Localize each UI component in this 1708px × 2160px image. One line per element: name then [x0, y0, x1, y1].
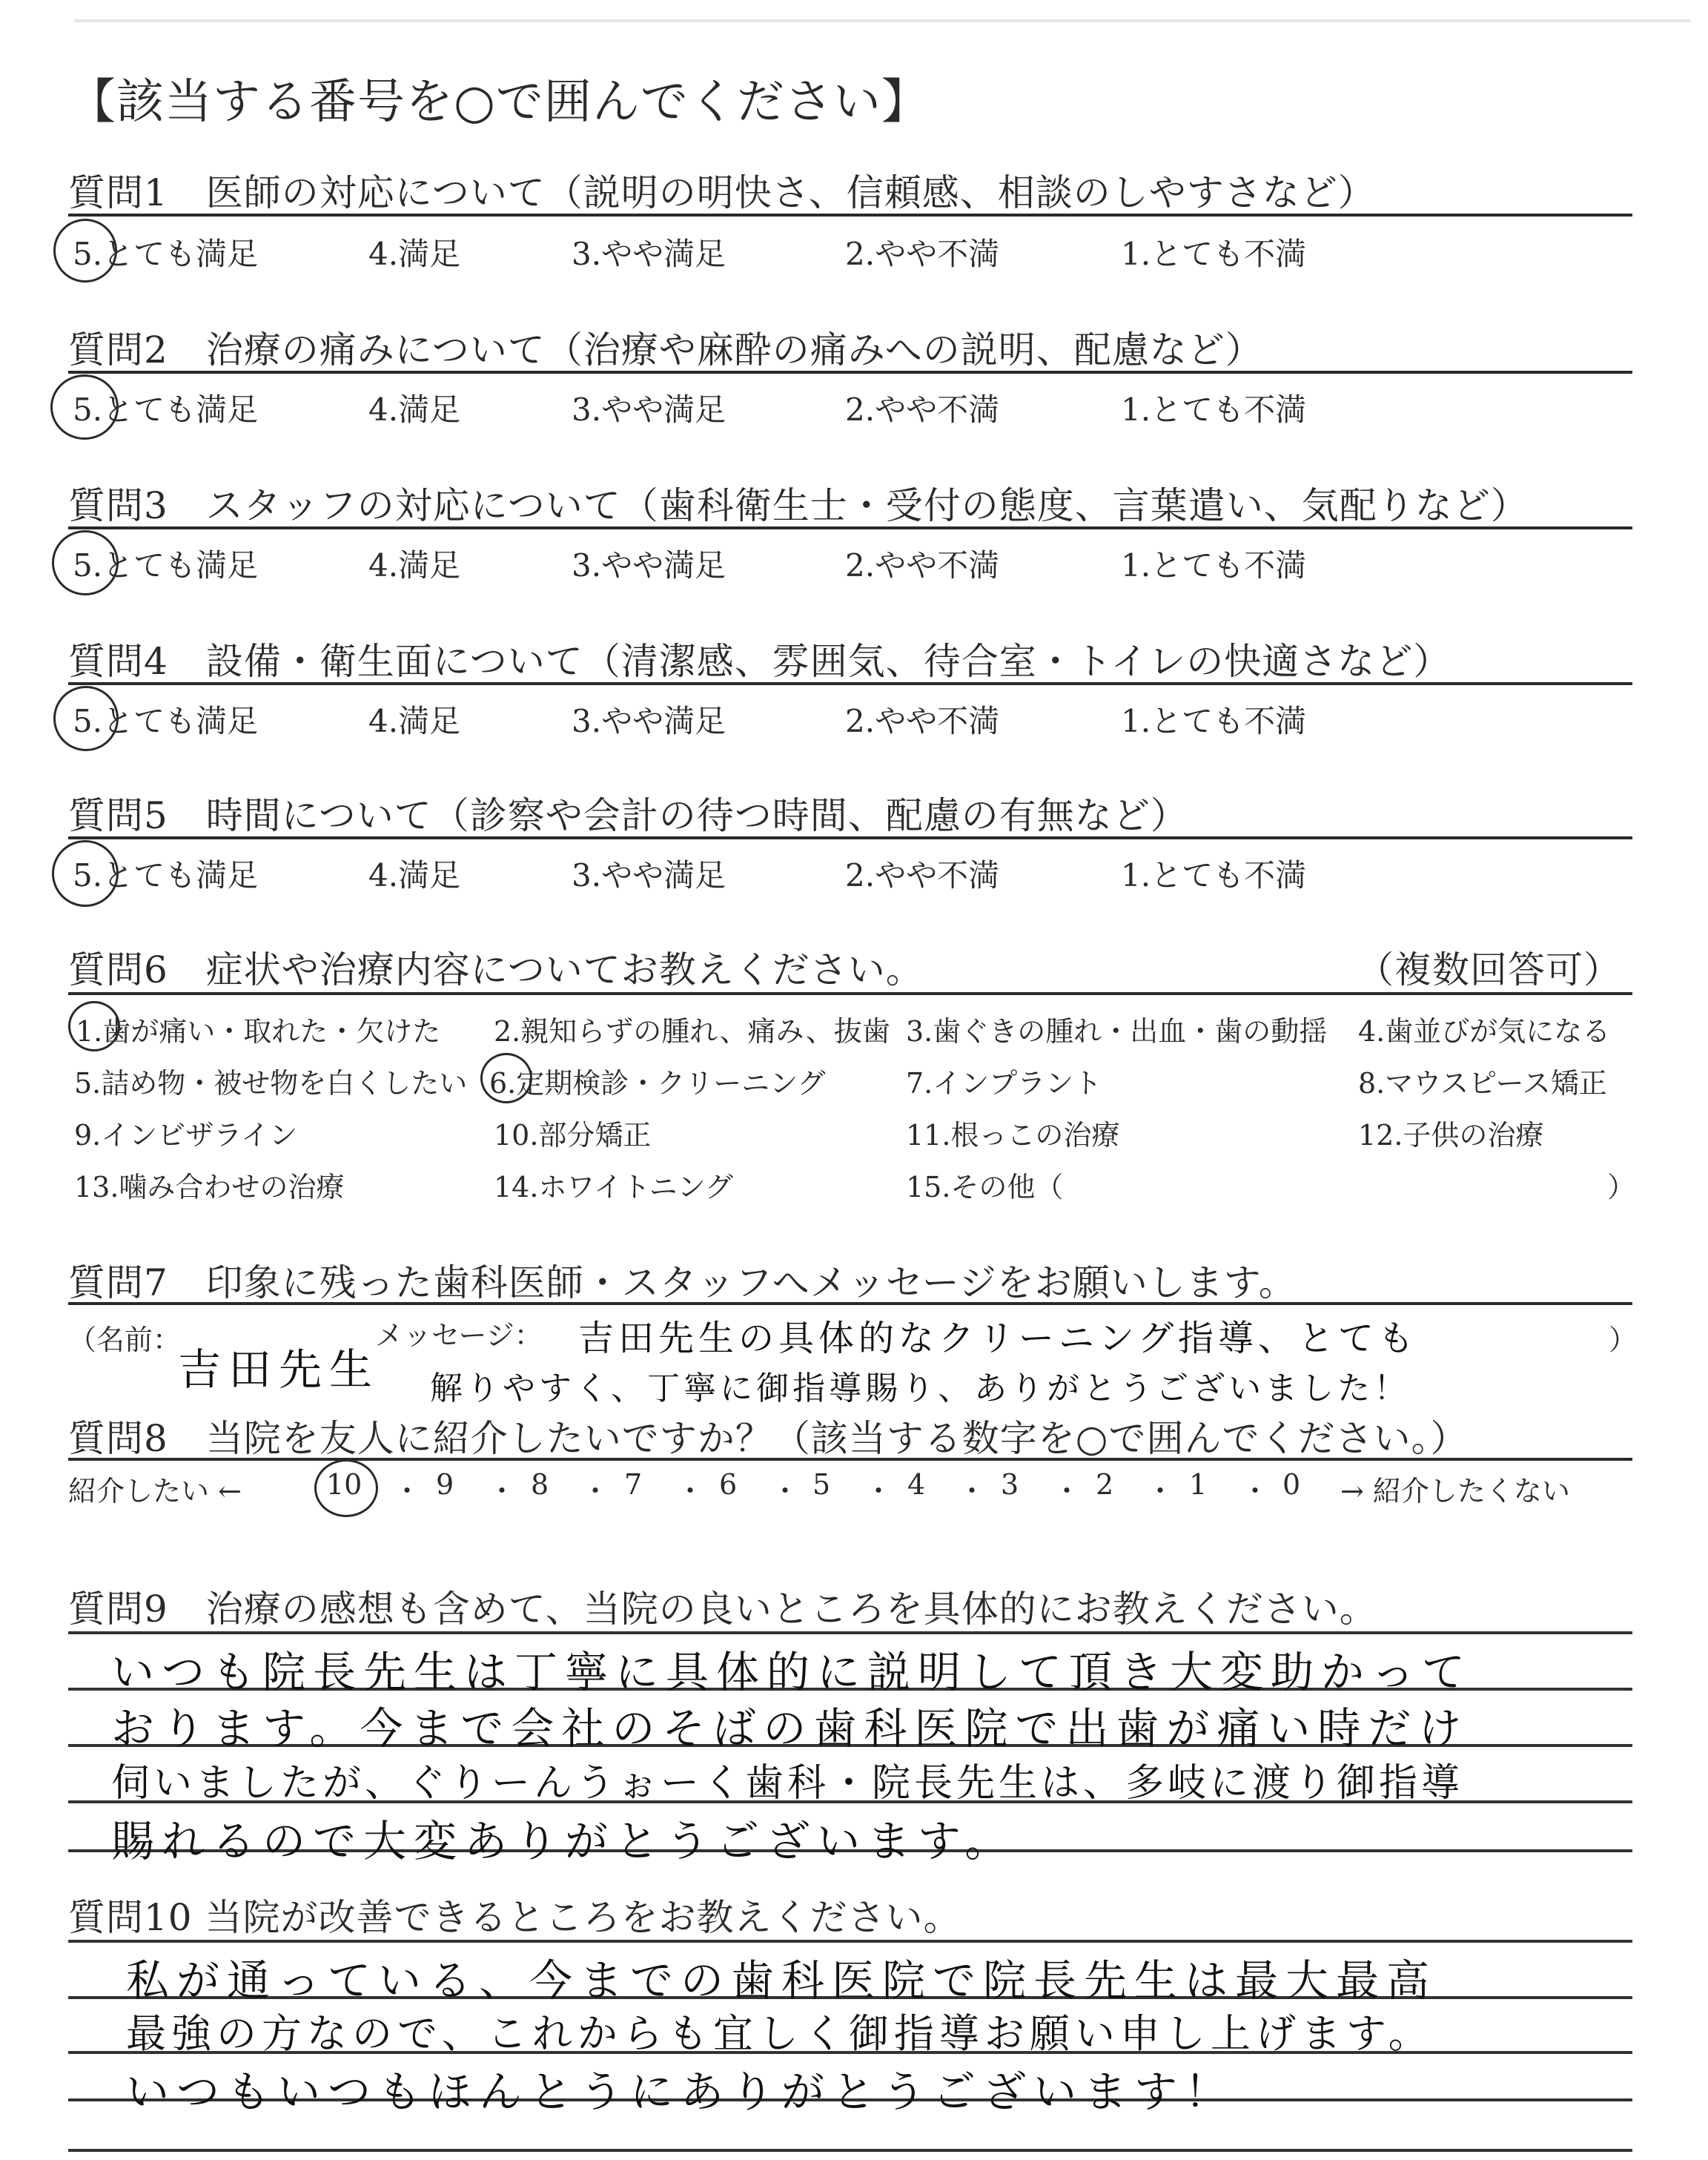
- question-2-title: 質問2 治療の痛みについて（治療や麻酔の痛みへの説明、配慮など）: [68, 328, 1263, 371]
- q6-option-5[interactable]: 5.詰め物・被せ物を白くしたい: [74, 1067, 468, 1100]
- question-3-rule: [68, 526, 1632, 529]
- option-1[interactable]: 1.とても不満: [1121, 857, 1307, 894]
- scale-dot: ・: [864, 1475, 893, 1507]
- question-9-title: 質問9 治療の感想も含めて、当院の良いところを具体的にお教えください。: [68, 1588, 1377, 1631]
- q10-answer-line-1[interactable]: 私が通っている、今までの歯科医院で院長先生は最大最高: [126, 1955, 1437, 2006]
- scale-2[interactable]: 2: [1096, 1468, 1114, 1501]
- top-border: [74, 19, 1690, 22]
- question-1-title: 質問1 医師の対応について（説明の明快さ、信頼感、相談のしやすさなど）: [68, 171, 1376, 214]
- recommend-label: 紹介したい ←: [68, 1475, 242, 1507]
- question-6-rule: [68, 992, 1632, 995]
- q6-option-3[interactable]: 3.歯ぐきの腫れ・出血・歯の動揺: [906, 1015, 1328, 1048]
- scale-dot: ・: [393, 1475, 422, 1507]
- question-8-rule: [68, 1458, 1632, 1461]
- question-4-title: 質問4 設備・衛生面について（清潔感、雰囲気、待合室・トイレの快適さなど）: [68, 640, 1452, 683]
- q6-option-1[interactable]: 1.歯が痛い・取れた・欠けた: [76, 1015, 441, 1048]
- question-4-rule: [68, 682, 1632, 685]
- q6-option-10[interactable]: 10.部分矯正: [494, 1119, 652, 1152]
- option-4[interactable]: 4.満足: [368, 703, 461, 739]
- option-1[interactable]: 1.とても不満: [1121, 547, 1307, 584]
- option-5[interactable]: 5.とても満足: [73, 703, 259, 739]
- q6-option-6[interactable]: 6.定期検診・クリーニング: [489, 1067, 826, 1100]
- option-1[interactable]: 1.とても不満: [1121, 392, 1307, 428]
- q6-option-11[interactable]: 11.根っこの治療: [906, 1119, 1120, 1152]
- q9-answer-line-1[interactable]: いつも院長先生は丁寧に具体的に説明して頂き大変助かって: [111, 1647, 1473, 1697]
- question-3-title: 質問3 スタッフの対応について（歯科衛生士・受付の態度、言葉遣い、気配りなど）: [68, 484, 1529, 527]
- scale-dot: ・: [676, 1475, 705, 1507]
- option-4[interactable]: 4.満足: [368, 392, 461, 428]
- option-5[interactable]: 5.とても満足: [73, 547, 259, 584]
- answer-line: [68, 1631, 1632, 1634]
- scale-1[interactable]: 1: [1189, 1468, 1208, 1501]
- scale-3[interactable]: 3: [1001, 1468, 1019, 1501]
- q9-answer-line-3[interactable]: 伺いましたが、ぐりーんうぉーく歯科・院長先生は、多岐に渡り御指導: [111, 1761, 1464, 1806]
- option-2[interactable]: 2.やや不満: [845, 703, 1000, 739]
- q9-answer-line-2[interactable]: おります。今まで会社のそばの歯科医院で出歯が痛い時だけ: [111, 1703, 1469, 1754]
- option-1[interactable]: 1.とても不満: [1121, 236, 1307, 272]
- q6-option-4[interactable]: 4.歯並びが気になる: [1358, 1015, 1611, 1048]
- q10-answer-line-3[interactable]: いつもいつもほんとうにありがとうございます！: [126, 2067, 1236, 2117]
- option-2[interactable]: 2.やや不満: [845, 236, 1000, 272]
- question-6-title: 質問6 症状や治療内容についてお教えください。: [68, 948, 924, 991]
- q10-answer-line-2[interactable]: 最強の方なので、これからも宜しく御指導お願い申し上げます。: [126, 2010, 1434, 2057]
- q6-option-15-close: ）: [1607, 1171, 1636, 1203]
- question-10-title: 質問10 当院が改善できるところをお教えください。: [68, 1896, 961, 1939]
- scale-dot: ・: [488, 1475, 517, 1507]
- option-3[interactable]: 3.やや満足: [572, 392, 726, 428]
- option-2[interactable]: 2.やや不満: [845, 392, 1000, 428]
- option-3[interactable]: 3.やや満足: [572, 857, 726, 894]
- q6-option-12[interactable]: 12.子供の治療: [1358, 1119, 1544, 1152]
- name-value[interactable]: 吉田先生: [178, 1344, 380, 1395]
- scale-7[interactable]: 7: [624, 1468, 643, 1501]
- q6-option-13[interactable]: 13.噛み合わせの治療: [74, 1171, 345, 1203]
- name-label: （名前：: [68, 1324, 182, 1356]
- q6-option-7[interactable]: 7.インプラント: [906, 1067, 1102, 1100]
- scale-dot: ・: [1053, 1475, 1082, 1507]
- question-2-rule: [68, 371, 1632, 374]
- scale-9[interactable]: 9: [436, 1468, 454, 1501]
- scale-6[interactable]: 6: [719, 1468, 738, 1501]
- form-header: 【該当する番号を○で囲んでください】: [68, 75, 930, 130]
- scale-5[interactable]: 5: [812, 1468, 831, 1501]
- scale-4[interactable]: 4: [907, 1468, 926, 1501]
- option-2[interactable]: 2.やや不満: [845, 857, 1000, 894]
- option-4[interactable]: 4.満足: [368, 236, 461, 272]
- question-5-title: 質問5 時間について（診察や会計の待つ時間、配慮の有無など）: [68, 794, 1188, 837]
- question-1-rule: [68, 214, 1632, 217]
- question-5-rule: [68, 836, 1632, 839]
- q9-answer-line-4[interactable]: 賜れるので大変ありがとうございます。: [111, 1816, 1016, 1866]
- scale-0[interactable]: 0: [1282, 1468, 1301, 1501]
- q6-option-15[interactable]: 15.その他（: [906, 1171, 1064, 1203]
- question-6-note: （複数回答可）: [1357, 948, 1621, 991]
- option-5[interactable]: 5.とても満足: [73, 857, 259, 894]
- message-line-2[interactable]: 解りやすく、丁寧に御指導賜り、ありがとうございました！: [430, 1370, 1411, 1407]
- message-close-paren: ）: [1609, 1324, 1638, 1356]
- question-7-rule: [68, 1302, 1632, 1305]
- q6-option-2[interactable]: 2.親知らずの腫れ、痛み、抜歯: [494, 1015, 890, 1048]
- option-3[interactable]: 3.やや満足: [572, 547, 726, 584]
- q6-option-8[interactable]: 8.マウスピース矯正: [1358, 1067, 1607, 1100]
- scale-dot: ・: [581, 1475, 610, 1507]
- option-3[interactable]: 3.やや満足: [572, 703, 726, 739]
- option-5[interactable]: 5.とても満足: [73, 236, 259, 272]
- scale-10[interactable]: 10: [326, 1468, 363, 1501]
- option-3[interactable]: 3.やや満足: [572, 236, 726, 272]
- question-7-title: 質問7 印象に残った歯科医師・スタッフへメッセージをお願いします。: [68, 1261, 1297, 1304]
- option-4[interactable]: 4.満足: [368, 547, 461, 584]
- question-8-title: 質問8 当院を友人に紹介したいですか？（該当する数字を○で囲んでください。）: [68, 1417, 1469, 1460]
- option-1[interactable]: 1.とても不満: [1121, 703, 1307, 739]
- option-2[interactable]: 2.やや不満: [845, 547, 1000, 584]
- q6-option-9[interactable]: 9.インビザライン: [74, 1119, 298, 1152]
- scale-dot: ・: [1146, 1475, 1175, 1507]
- option-5[interactable]: 5.とても満足: [73, 392, 259, 428]
- scale-dot: ・: [1241, 1475, 1270, 1507]
- message-label: メッセージ：: [375, 1319, 543, 1352]
- not-recommend-label: → 紹介したくない: [1340, 1475, 1570, 1507]
- option-4[interactable]: 4.満足: [368, 857, 461, 894]
- q6-option-14[interactable]: 14.ホワイトニング: [494, 1171, 734, 1203]
- answer-line: [68, 1940, 1632, 1943]
- scale-dot: ・: [771, 1475, 800, 1507]
- answer-line: [68, 2149, 1632, 2152]
- message-line-1[interactable]: 吉田先生の具体的なクリーニング指導、とても: [578, 1318, 1419, 1359]
- scale-8[interactable]: 8: [531, 1468, 549, 1501]
- scale-dot: ・: [958, 1475, 987, 1507]
